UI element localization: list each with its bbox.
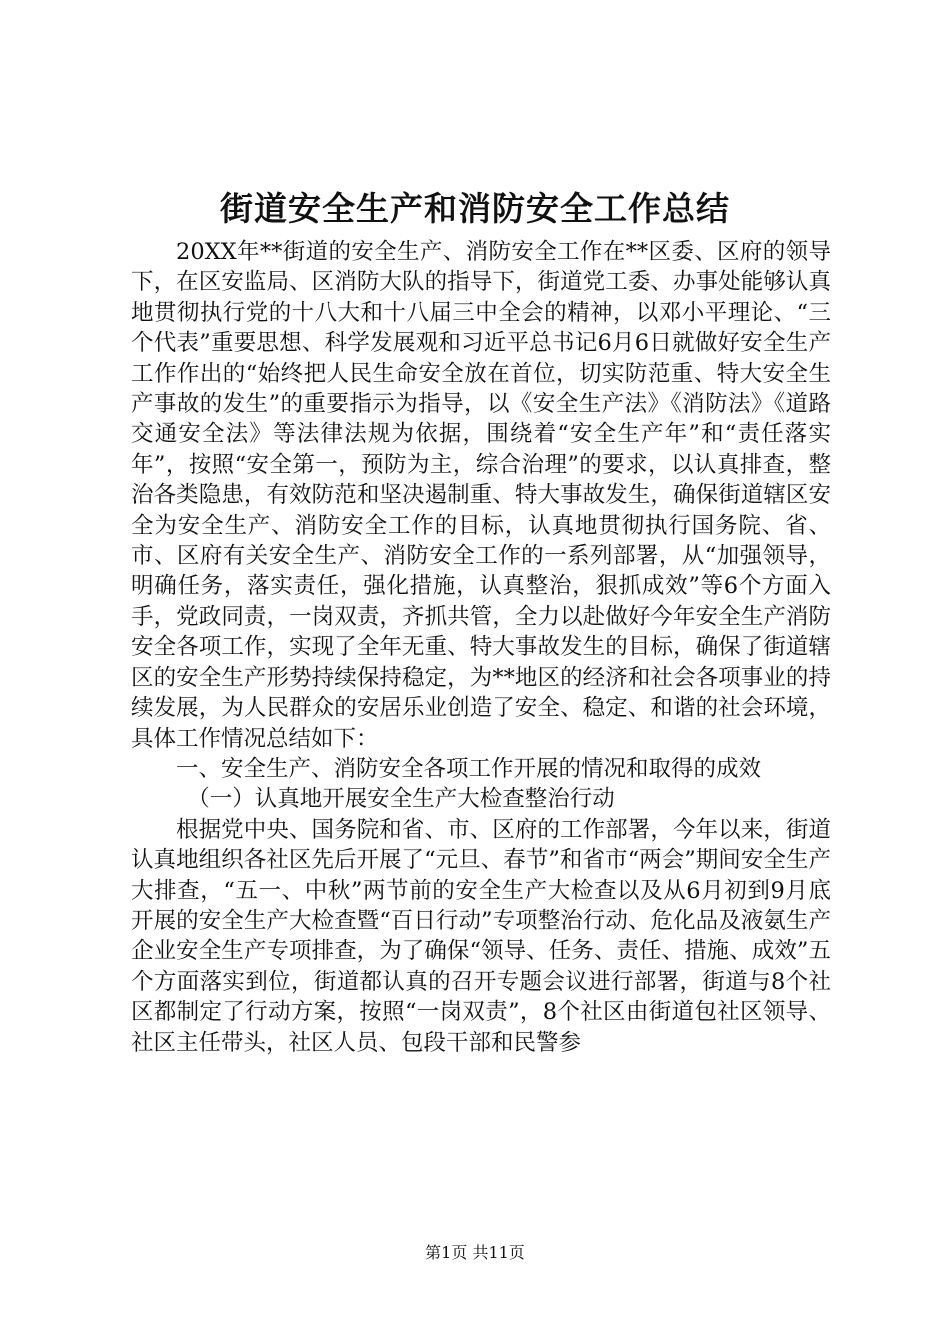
document-title: 街道安全生产和消防安全工作总结	[220, 189, 730, 228]
subsection-heading-1: （一）认真地开展安全生产大检查整治行动	[187, 786, 615, 813]
paragraph-intro: 20XX年**街道的安全生产、消防安全工作在**区委、区府的领导下，在区安监局、区消防大队的指导下，街道党工委、办事处能够认真地贯彻执行党的十八大和十八届三中全会的精神，以邓小平理论、“三个代表”重要思想、科学发展观和习近平总书记6月6日就做好安全生产工作作出的“始终把人民生命安全放在首位，切实防范重、特大安全生产事故的发生”的重要指示为指导，以《安全生产法》《消防法》《道路交通安全法》等法律法规为依据，围绕着“安全生产年”和“责任落实年”，按照“安全第一，预防为主，综合治理”的要求，以认真排查，整治各类隐患，有效防范和坚决遏制重、特大事故发生，确保街道辖区安全为安全生产、消防安全工作的目标，认真地贯彻执行国务院、省、市、区府有关安全生产、消防安全工作的一系列部署，从“加强领导，明确任务，落实责任，强化措施，认真整治，狠抓成效”等6个方面入手，党政同责，一岗双责，齐抓共管，全力以赴做好今年安全生产消防安全各项工作，实现了全年无重、特大事故发生的目标，确保了街道辖区的安全生产形势持续保持稳定，为**地区的经济和社会各项事业的持续发展，为人民群众的安居乐业创造了安全、稳定、和谐的社会环境，具体工作情况总结如下：	[131, 239, 831, 752]
page-footer: 第1页 共11页	[425, 1243, 525, 1262]
document-body	[131, 237, 831, 1058]
section-heading-1: 一、安全生产、消防安全各项工作开展的情况和取得的成效	[176, 755, 762, 782]
paragraph-inspection: 根据党中央、国务院和省、市、区府的工作部署，今年以来，街道认真地组织各社区先后开展了“元旦、春节”和省市“两会”期间安全生产大排查，“五一、中秋”两节前的安全生产大检查以及从6月初到9月底开展的安全生产大检查暨“百日行动”专项整治行动、危化品及液氨生产企业安全生产专项排查，为了确保“领导、任务、责任、措施、成效”五个方面落实到位，街道都认真的召开专题会议进行部署，街道与8个社区都制定了行动方案，按照“一岗双责”，8个社区由街道包社区领导、社区主任带头，社区人员、包段干部和民警参	[131, 816, 831, 1056]
